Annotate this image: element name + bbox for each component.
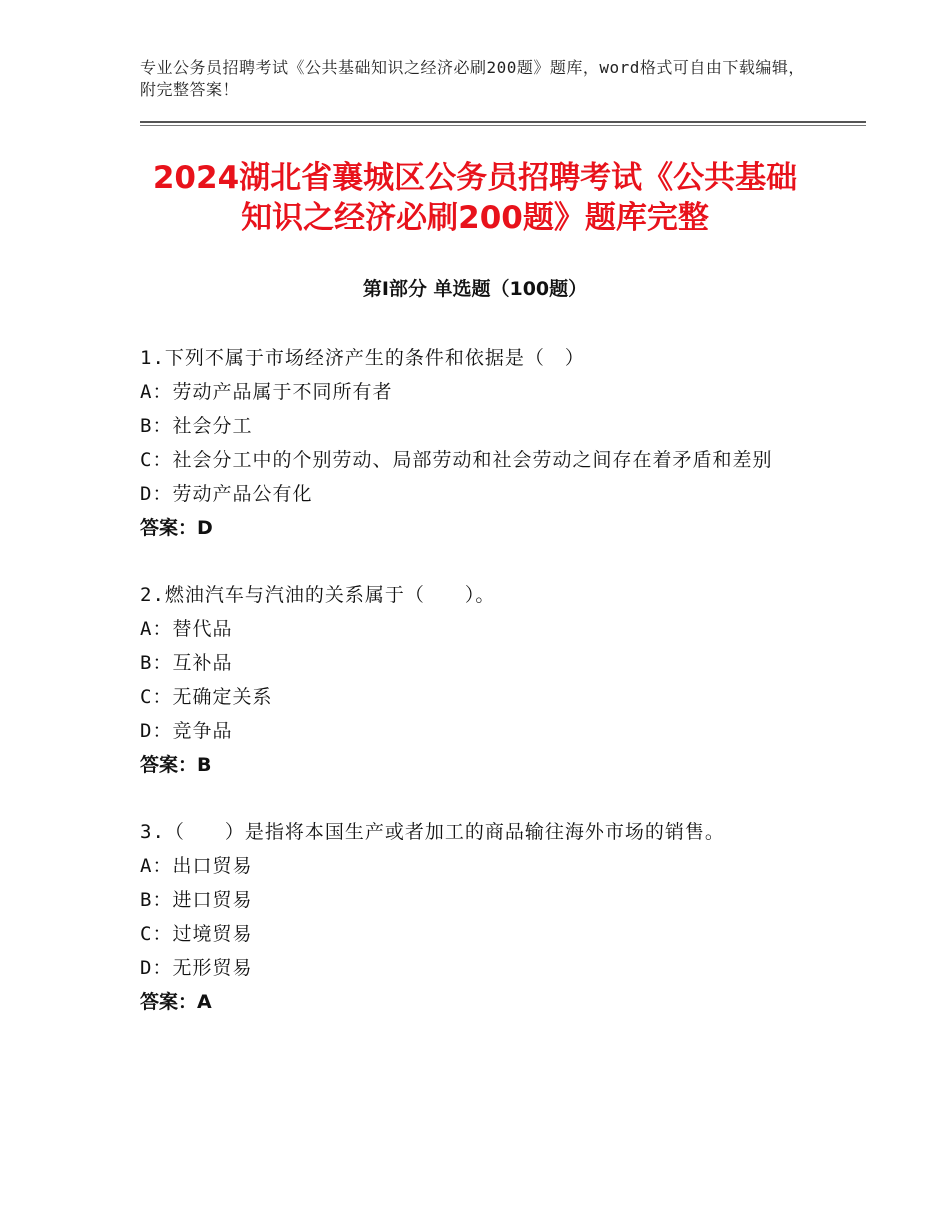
document-title: 2024湖北省襄城区公务员招聘考试《公共基础知识之经济必刷200题》题库完整 [152, 160, 798, 236]
option-c: C：过境贸易 [140, 923, 253, 945]
header-divider-thin [140, 125, 866, 126]
question-stem: 3.（ ）是指将本国生产或者加工的商品输往海外市场的销售。 [140, 821, 725, 843]
option-c: C：社会分工中的个别劳动、局部劳动和社会劳动之间存在着矛盾和差别 [140, 449, 773, 471]
question-1 [140, 341, 810, 545]
question-2 [140, 578, 810, 782]
answer: 答案：D [140, 517, 213, 539]
option-b: B：互补品 [140, 652, 233, 674]
option-d: D：无形贸易 [140, 957, 253, 979]
option-a: A：出口贸易 [140, 855, 253, 877]
option-d: D：竞争品 [140, 720, 233, 742]
option-c: C：无确定关系 [140, 686, 273, 708]
header-note: 专业公务员招聘考试《公共基础知识之经济必刷200题》题库，word格式可自由下载编辑，附完整答案！ [140, 58, 805, 99]
option-b: B：进口贸易 [140, 889, 253, 911]
header-divider [140, 121, 866, 123]
option-b: B：社会分工 [140, 415, 253, 437]
option-a: A：劳动产品属于不同所有者 [140, 381, 393, 403]
answer: 答案：B [140, 754, 212, 776]
question-3 [140, 815, 810, 1019]
option-a: A：替代品 [140, 618, 233, 640]
section-title: 第Ⅰ部分 单选题（100题） [362, 278, 588, 300]
question-stem: 1.下列不属于市场经济产生的条件和依据是（ ） [140, 347, 585, 369]
answer: 答案：A [140, 991, 212, 1013]
question-list [140, 341, 810, 1052]
question-stem: 2.燃油汽车与汽油的关系属于（ ）。 [140, 584, 496, 606]
option-d: D：劳动产品公有化 [140, 483, 313, 505]
